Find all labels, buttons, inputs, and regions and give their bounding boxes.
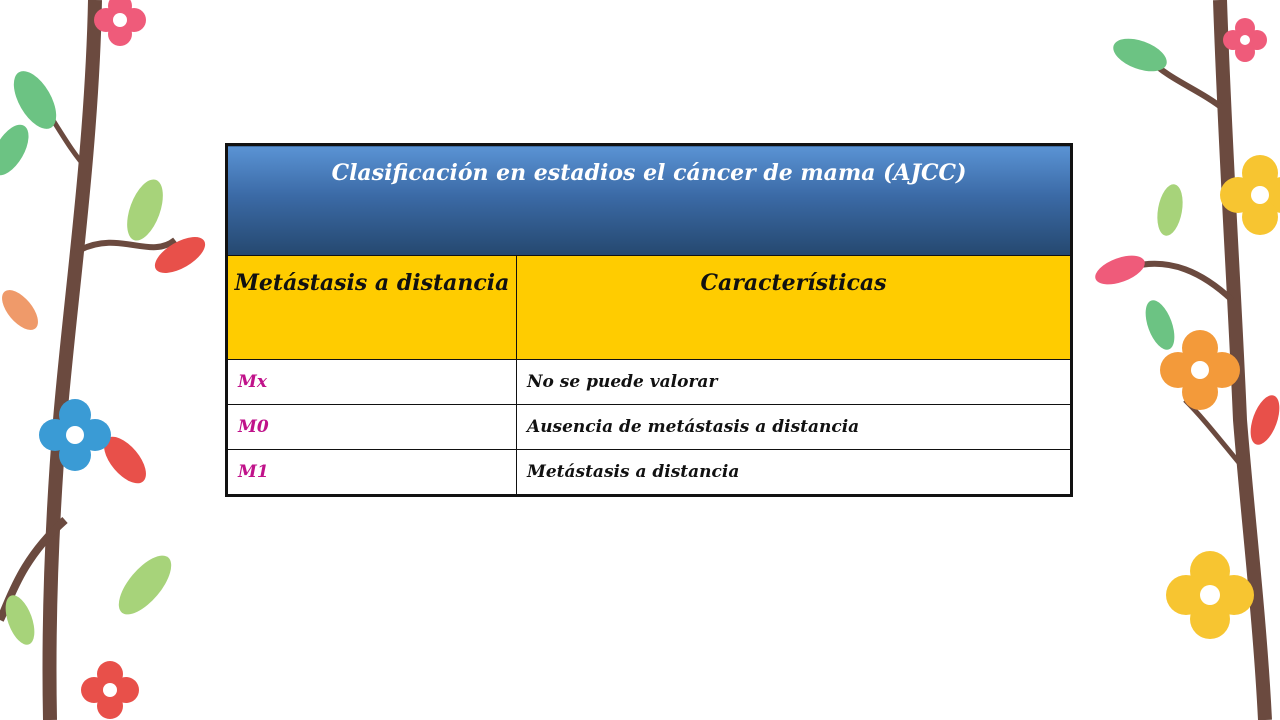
metastasis-description: Metástasis a distancia bbox=[517, 450, 1072, 496]
leaf bbox=[0, 284, 45, 336]
branch-trunk bbox=[49, 0, 95, 720]
metastasis-code: Mx bbox=[227, 360, 517, 405]
column-header-metastasis: Metástasis a distancia bbox=[227, 256, 517, 360]
decorative-branch-left bbox=[0, 0, 260, 720]
column-header-characteristics: Características bbox=[517, 256, 1072, 360]
table-row bbox=[227, 450, 1072, 496]
leaf bbox=[1245, 391, 1280, 448]
leaf bbox=[1154, 182, 1187, 237]
branch-twig bbox=[80, 240, 175, 250]
flower-icon bbox=[39, 399, 111, 471]
table-row bbox=[227, 405, 1072, 450]
flower-icon bbox=[1166, 551, 1254, 639]
leaf bbox=[120, 175, 170, 245]
table-title: Clasificación en estadios el cáncer de mama (AJCC) bbox=[227, 145, 1072, 256]
leaf bbox=[1091, 250, 1148, 290]
leaf bbox=[149, 230, 210, 281]
leaf bbox=[0, 119, 36, 181]
leaf bbox=[1140, 296, 1180, 353]
metastasis-description: No se puede valorar bbox=[517, 360, 1072, 405]
metastasis-code: M0 bbox=[227, 405, 517, 450]
flower-icon bbox=[1223, 18, 1267, 62]
leaf bbox=[110, 547, 181, 623]
metastasis-description: Ausencia de metástasis a distancia bbox=[517, 405, 1072, 450]
table-row bbox=[227, 360, 1072, 405]
branch-twig bbox=[1140, 264, 1232, 300]
flower-icon bbox=[81, 661, 139, 719]
metastasis-classification-table bbox=[225, 143, 1073, 497]
metastasis-code: M1 bbox=[227, 450, 517, 496]
